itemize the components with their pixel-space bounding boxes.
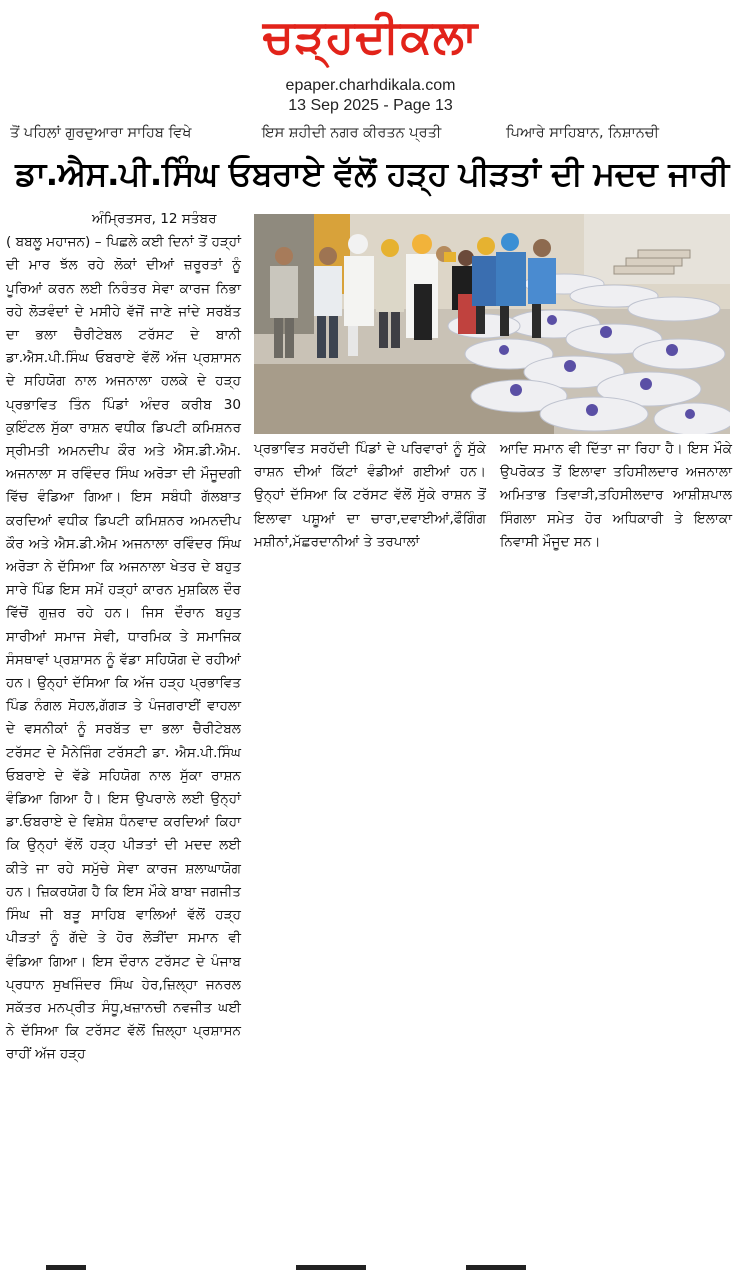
article-dateline: ਅੰਮ੍ਰਿਤਸਰ, 12 ਸਤੰਬਰ bbox=[92, 211, 217, 227]
epaper-url[interactable]: epaper.charhdikala.com bbox=[285, 77, 456, 94]
issue-date-page: 13 Sep 2025 - Page 13 bbox=[288, 97, 453, 114]
relief-distribution-photo bbox=[254, 214, 730, 434]
article-headline: ਡਾ.ਐਸ.ਪੀ.ਸਿੰਘ ਓਬਰਾਏ ਵੱਲੋਂ ਹੜ੍ਹ ਪੀੜਤਾਂ ਦੀ ਮਦਦ ਜਾਰੀ bbox=[15, 154, 729, 193]
strip-text-middle: ਇਸ ਸ਼ਹੀਦੀ ਨਗਰ ਕੀਰਤਨ ਪ੍ਰਤੀ bbox=[262, 125, 442, 141]
article-body-col1: ( ਬਬਲੂ ਮਹਾਜਨ) – ਪਿਛਲੇ ਕਈ ਦਿਨਾਂ ਤੋਂ ਹੜ੍ਹਾਂ ਦੀ ਮਾਰ ਝੱਲ ਰਹੇ ਲੋਕਾਂ ਦੀਆਂ ਜ਼ਰੂਰਤਾਂ ਨੂੰ ਪੂਰਿਆਂ ਕਰਨ ਲਈ ਨਿਰੰਤਰ ਸੇਵਾ ਕਾਰਜ ਨਿਭਾ ਰਹੇ ਲੋੜਵੰਦਾਂ ਦੇ ਮਸੀਹੇ ਵੱਜੋਂ ਜਾਣੇ ਜਾਂਦੇ ਸਰਬੱਤ ਦਾ ਭਲਾ ਚੈਰੀਟੇਬਲ ਟਰੱਸਟ ਦੇ ਬਾਨੀ ਡਾ.ਐਸ.ਪੀ.ਸਿੰਘ ਓਬਰਾਏ ਵੱਲੋਂ ਅੱਜ ਪ੍ਰਸ਼ਾਸਨ ਦੇ ਸਹਿਯੋਗ ਨਾਲ ਅਜਨਾਲਾ ਹਲਕੇ ਦੇ ਹੜ੍ਹ ਪ੍ਰਭਾਵਿਤ ਤਿੰਨ ਪਿੰਡਾਂ ਅੰਦਰ ਕਰੀਬ 30 ਕੁਇੰਟਲ ਸੁੱਕਾ ਰਾਸ਼ਨ ਵਧੀਕ ਡਿਪਟੀ ਕਮਿਸ਼ਨਰ ਸ੍ਰੀਮਤੀ ਅਮਨਦੀਪ ਕੌਰ ਅਤੇ ਐਸ.ਡੀ.ਐਮ. ਅਜਨਾਲਾ ਸ ਰਵਿੰਦਰ ਸਿੰਘ ਅਰੋੜਾ ਦੀ ਮੌਜੂਦਗੀ ਵਿੱਚ ਵੰਡਿਆ ਗਿਆ। ਇਸ ਸਬੰਧੀ ਗੱਲਬਾਤ ਕਰਦਿਆਂ ਵਧੀਕ ਡਿਪਟੀ ਕਮਿਸ਼ਨਰ ਅਮਨਦੀਪ ਕੌਰ ਅਤੇ ਐਸ.ਡੀ.ਐਮ ਅਜਨਾਲਾ ਰਵਿੰਦਰ ਸਿੰਘ ਅਰੋੜਾ ਨੇ ਦੱਸਿਆ ਕਿ ਅਜਨਾਲਾ ਖੇਤਰ ਦੇ ਬਹੁਤ ਸਾਰੇ ਪਿੰਡ ਇਸ ਸਮੇਂ ਹੜ੍ਹਾਂ ਕਾਰਨ ਮੁਸ਼ਕਿਲ ਦੌਰ ਵਿੱਚੋਂ ਗੁਜ਼ਰ ਰਹੇ ਹਨ। ਜਿਸ ਦੌਰਾਨ ਬਹੁਤ ਸਾਰੀਆਂ ਸਮਾਜ ਸੇਵੀ, ਧਾਰਮਿਕ ਤੇ ਸਮਾਜਿਕ ਸੰਸਥਾਵਾਂ ਪ੍ਰਸ਼ਾਸਨ ਨੂੰ ਵੱਡਾ ਸਹਿਯੋਗ ਦੇ ਰਹੀਆਂ ਹਨ। ਉਨ੍ਹਾਂ ਦੱਸਿਆ ਕਿ ਅੱਜ ਹੜ੍ਹ ਪ੍ਰਭਾਵਿਤ ਪਿੰਡ ਨੰਗਲ ਸੋਹਲ,ਗੱਗੜ ਤੇ ਪੰਜਗਰਾਈਂ ਵਾਹਲਾ ਦੇ ਵਸਨੀਕਾਂ ਨੂੰ ਸਰਬੱਤ ਦਾ ਭਲਾ ਚੈਰੀਟੇਬਲ ਟਰੱਸਟ ਦੇ ਮੈਨੇਜਿੰਗ ਟਰੱਸਟੀ ਡਾ. ਐਸ.ਪੀ.ਸਿੰਘ ਓਬਰਾਏ ਦੇ ਵੱਡੇ ਸਹਿਯੋਗ ਨਾਲ ਸੁੱਕਾ ਰਾਸ਼ਨ ਵੰਡਿਆ ਗਿਆ ਹੈ। ਇਸ ਉਪਰਾਲੇ ਲਈ ਉਨ੍ਹਾਂ ਡਾ.ਓਬਰਾਏ ਦੇ ਵਿਸ਼ੇਸ਼ ਧੰਨਵਾਦ ਕਰਦਿਆਂ ਕਿਹਾ ਕਿ ਉਨ੍ਹਾਂ ਵੱਲੋਂ ਹੜ੍ਹ ਪੀੜਤਾਂ ਦੀ ਮਦਦ ਲਈ ਕੀਤੇ ਜਾ ਰਹੇ ਸਮੁੱਚੇ ਸੇਵਾ ਕਾਰਜ ਸ਼ਲਾਘਾਯੋਗ ਹਨ। ਜ਼ਿਕਰਯੋਗ ਹੈ ਕਿ ਇਸ ਮੌਕੇ ਬਾਬਾ ਜਗਜੀਤ ਸਿੰਘ ਜੀ ਬੜੂ ਸਾਹਿਬ ਵਾਲਿਆਂ ਵੱਲੋਂ ਹੜ੍ਹ ਪੀੜਤਾਂ ਨੂੰ ਗੱਦੇ ਤੇ ਹੋਰ ਲੋੜੀਂਦਾ ਸਮਾਨ ਵੀ ਵੰਡਿਆ ਗਿਆ। ਇਸ ਦੌਰਾਨ ਟਰੱਸਟ ਦੇ ਪੰਜਾਬ ਪ੍ਰਧਾਨ ਸੁਖਜਿੰਦਰ ਸਿੰਘ ਹੇਰ,ਜ਼ਿਲ੍ਹਾ ਜਨਰਲ ਸਕੱਤਰ ਮਨਪ੍ਰੀਤ ਸੰਧੂ,ਖਜ਼ਾਨਚੀ ਨਵਜੀਤ ਘਈ ਨੇ ਦੱਸਿਆ ਕਿ ਟਰੱਸਟ ਵੱਲੋਂ ਜ਼ਿਲ੍ਹਾ ਪ੍ਰਸ਼ਾਸਨ ਰਾਹੀਂ ਅੱਜ ਹੜ੍ਹ bbox=[6, 234, 241, 1063]
article-column-3 bbox=[500, 438, 732, 554]
brand-logo: ਚੜ੍ਹਦੀਕਲਾ bbox=[262, 9, 479, 63]
article-body-col3: ਆਦਿ ਸਮਾਨ ਵੀ ਦਿੱਤਾ ਜਾ ਰਿਹਾ ਹੈ। ਇਸ ਮੌਕੇ ਉਪਰੋਕਤ ਤੋਂ ਇਲਾਵਾ ਤਹਿਸੀਲਦਾਰ ਅਜਨਾਲਾ ਅਮਿਤਾਭ ਤਿਵਾੜੀ,ਤਹਿਸੀਲਦਾਰ ਆਸ਼ੀਸ਼ਪਾਲ ਸਿੰਗਲਾ ਸਮੇਤ ਹੋਰ ਅਧਿਕਾਰੀ ਤੇ ਇਲਾਕਾ ਨਿਵਾਸੀ ਮੌਜੂਦ ਸਨ। bbox=[500, 441, 732, 550]
article-clipping bbox=[6, 120, 738, 1270]
article-body-col2: ਪ੍ਰਭਾਵਿਤ ਸਰਹੱਦੀ ਪਿੰਡਾਂ ਦੇ ਪਰਿਵਾਰਾਂ ਨੂੰ ਸੁੱਕੇ ਰਾਸ਼ਨ ਦੀਆਂ ਕਿੱਟਾਂ ਵੰਡੀਆਂ ਗਈਆਂ ਹਨ। ਉਨ੍ਹਾਂ ਦੱਸਿਆ ਕਿ ਟਰੱਸਟ ਵੱਲੋਂ ਸੁੱਕੇ ਰਾਸ਼ਨ ਤੋਂ ਇਲਾਵਾ ਪਸ਼ੂਆਂ ਦਾ ਚਾਰਾ,ਦਵਾਈਆਂ,ਫੌਗਿੰਗ ਮਸ਼ੀਨਾਂ,ਮੱਛਰਦਾਨੀਆਂ ਤੇ ਤਰਪਾਲਾਂ bbox=[254, 441, 486, 550]
next-article-edge bbox=[46, 1262, 706, 1270]
strip-text-left: ਤੋਂ ਪਹਿਲਾਂ ਗੁਰਦੁਆਰਾ ਸਾਹਿਬ ਵਿਖੇ bbox=[10, 125, 192, 141]
article-photo bbox=[254, 214, 730, 434]
masthead bbox=[0, 0, 741, 118]
previous-article-strip bbox=[10, 122, 736, 144]
article-column-1 bbox=[6, 208, 241, 1067]
article-column-2 bbox=[254, 438, 486, 554]
strip-text-right: ਪਿਆਰੇ ਸਾਹਿਬਾਨ, ਨਿਸ਼ਾਨਚੀ bbox=[506, 125, 659, 141]
